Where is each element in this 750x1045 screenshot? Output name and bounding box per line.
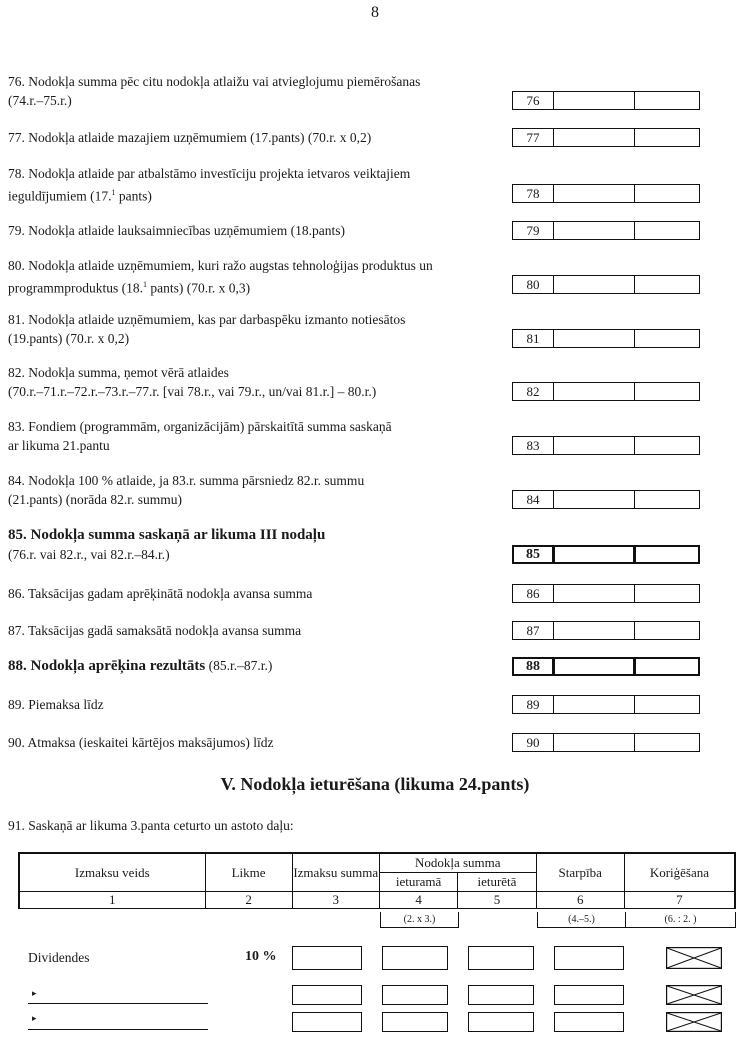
line-84-text: 84. Nodokļa 100 % atlaide, ja 83.r. summa pārsniedz 82.r. summu <box>8 473 365 488</box>
line-90-label <box>8 733 498 752</box>
line-83-value-input-2[interactable] <box>634 436 700 455</box>
line-87-label <box>8 621 498 640</box>
line-78-formula: ieguldījumiem (17.$^1$ pants) <box>8 188 152 204</box>
line-76-label <box>8 72 498 110</box>
header-korigesana: Koriģēšana <box>624 853 735 892</box>
line-81-code: 81 <box>512 329 554 348</box>
line-78-code: 78 <box>512 184 554 203</box>
line-86-value-input-2[interactable] <box>634 584 700 603</box>
line-80-text: 80. Nodokļa atlaide uzņēmumiem, kuri ražo augstas tehnoloģijas produktus un <box>8 258 433 273</box>
line-85-text: 85. Nodokļa summa saskaņā ar likuma III nodaļu <box>8 527 326 543</box>
row-2-ietureta-input[interactable] <box>468 985 534 1005</box>
line-82-value-input[interactable] <box>553 382 635 401</box>
line-84-value-input[interactable] <box>553 490 635 509</box>
header-izmaksu-summa: Izmaksu summa <box>292 853 379 892</box>
header-likme: Likme <box>205 853 292 892</box>
header-nodokla-summa: Nodokļa summa <box>379 853 536 873</box>
line-78-text: 78. Nodokļa atlaide par atbalstāmo investīciju projekta ietvaros veiktajiem <box>8 166 411 181</box>
line-82-code: 82 <box>512 382 554 401</box>
line-84-label <box>8 471 498 509</box>
line-83-formula: ar likuma 21.pantu <box>8 438 110 453</box>
line-88-code: 88 <box>512 657 554 676</box>
line-78-label <box>8 164 498 206</box>
line-81-value-input-2[interactable] <box>634 329 700 348</box>
line-81-text: 81. Nodokļa atlaide uzņēmumiem, kas par darbaspēku izmanto notiesātos <box>8 312 406 327</box>
line-83-text: 83. Fondiem (programmām, organizācijām) pārskaitītā summa saskaņā <box>8 419 392 434</box>
row-2-izmaksu-summa-input[interactable] <box>292 985 362 1005</box>
line-90-value-input-2[interactable] <box>634 733 700 752</box>
row-3-izmaksu-summa-input[interactable] <box>292 1012 362 1032</box>
line-88-value-input[interactable] <box>553 657 635 676</box>
row-3-starpiba-input[interactable] <box>554 1012 624 1032</box>
line-89-text: 89. Piemaksa līdz <box>8 697 104 712</box>
line-86-text: 86. Taksācijas gadam aprēķinātā nodokļa avansa summa <box>8 586 313 601</box>
line-81-label <box>8 310 498 348</box>
line-83-code: 83 <box>512 436 554 455</box>
row-3-label-line[interactable] <box>28 1029 208 1030</box>
line-86-label <box>8 584 498 603</box>
row-1-ietureta-input[interactable] <box>468 946 534 970</box>
row-2-ieturama-input[interactable] <box>382 985 448 1005</box>
section-intro: 91. Saskaņā ar likuma 3.panta ceturto un astoto daļu: <box>8 818 294 833</box>
line-77-code: 77 <box>512 128 554 147</box>
line-79-label <box>8 221 498 240</box>
line-79-value-input-2[interactable] <box>634 221 700 240</box>
row-1-izmaksu-summa-input[interactable] <box>292 946 362 970</box>
row-1-ieturama-input[interactable] <box>382 946 448 970</box>
line-80-label <box>8 256 498 298</box>
line-84-formula: (21.pants) (norāda 82.r. summu) <box>8 492 182 507</box>
row-3-ieturama-input[interactable] <box>382 1012 448 1032</box>
row-3-bullet-icon: ▸ <box>32 1013 37 1023</box>
line-90-code: 90 <box>512 733 554 752</box>
line-85-label <box>8 526 498 564</box>
row-3-ietureta-input[interactable] <box>468 1012 534 1032</box>
col-number-4: 4 <box>379 892 457 909</box>
header-ieturama: ieturamā <box>379 873 457 892</box>
line-82-formula: (70.r.–71.r.–72.r.–73.r.–77.r. [vai 78.r., vai 79.r., un/vai 81.r.] – 80.r.) <box>8 384 377 399</box>
line-79-text: 79. Nodokļa atlaide lauksaimniecības uzņēmumiem (18.pants) <box>8 223 346 238</box>
line-77-value-input[interactable] <box>553 128 635 147</box>
line-80-formula: programmproduktus (18.$^1$ pants) (70.r. x 0,3) <box>8 280 251 296</box>
row-1-rate: 10 % <box>245 949 277 964</box>
line-78-value-input[interactable] <box>553 184 635 203</box>
row-3-korigesana-crossed-box <box>666 1012 722 1032</box>
line-76-value-input[interactable] <box>553 91 635 110</box>
line-79-code: 79 <box>512 221 554 240</box>
line-87-value-input-2[interactable] <box>634 621 700 640</box>
line-83-value-input[interactable] <box>553 436 635 455</box>
formula-col-6: (4.–5.) <box>537 912 626 928</box>
line-90-value-input[interactable] <box>553 733 635 752</box>
page-number: 8 <box>371 4 379 21</box>
row-1-korigesana-crossed-box <box>666 947 722 969</box>
col-number-2: 2 <box>205 892 292 909</box>
withholding-table <box>18 852 736 909</box>
col-number-7: 7 <box>624 892 735 909</box>
line-88-value-input-2[interactable] <box>634 657 700 676</box>
col-number-3: 3 <box>292 892 379 909</box>
line-81-value-input[interactable] <box>553 329 635 348</box>
line-86-value-input[interactable] <box>553 584 635 603</box>
line-82-text: 82. Nodokļa summa, ņemot vērā atlaides <box>8 365 229 380</box>
section-title: V. Nodokļa ieturēšana (likuma 24.pants) <box>220 774 530 794</box>
line-85-code: 85 <box>512 545 554 564</box>
header-ietureta: ieturētā <box>458 873 536 892</box>
line-80-value-input-2[interactable] <box>634 275 700 294</box>
col-number-6: 6 <box>536 892 624 909</box>
line-85-value-input-2[interactable] <box>634 545 700 564</box>
line-77-text: 77. Nodokļa atlaide mazajiem uzņēmumiem (17.pants) (70.r. x 0,2) <box>8 130 372 145</box>
line-83-label <box>8 417 498 455</box>
line-87-text: 87. Taksācijas gadā samaksātā nodokļa avansa summa <box>8 623 302 638</box>
line-76-value-input-2[interactable] <box>634 91 700 110</box>
row-2-label-line[interactable] <box>28 1003 208 1004</box>
line-89-code: 89 <box>512 695 554 714</box>
formula-col-4: (2. x 3.) <box>380 912 459 928</box>
line-90-text: 90. Atmaksa (ieskaitei kārtējos maksājumos) līdz <box>8 735 274 750</box>
line-76-formula: (74.r.–75.r.) <box>8 93 72 108</box>
line-77-label <box>8 128 498 147</box>
line-78-value-input-2[interactable] <box>634 184 700 203</box>
line-89-value-input-2[interactable] <box>634 695 700 714</box>
line-89-label <box>8 695 498 714</box>
line-88-text: 88. Nodokļa aprēķina rezultāts (85.r.–87.r.) <box>8 658 273 674</box>
row-1-label: Dividendes <box>28 950 90 965</box>
row-1-starpiba-input[interactable] <box>554 946 624 970</box>
header-izmaksu-veids: Izmaksu veids <box>19 853 205 892</box>
col-number-1: 1 <box>19 892 205 909</box>
line-85-value-input[interactable] <box>553 545 635 564</box>
line-77-value-input-2[interactable] <box>634 128 700 147</box>
line-87-value-input[interactable] <box>553 621 635 640</box>
line-84-code: 84 <box>512 490 554 509</box>
line-81-formula: (19.pants) (70.r. x 0,2) <box>8 331 130 346</box>
col-number-5: 5 <box>458 892 536 909</box>
line-87-code: 87 <box>512 621 554 640</box>
line-88-label <box>8 656 498 676</box>
header-starpiba: Starpība <box>536 853 624 892</box>
line-80-code: 80 <box>512 275 554 294</box>
row-2-bullet-icon: ▸ <box>32 988 37 998</box>
line-82-label <box>8 363 498 401</box>
line-86-code: 86 <box>512 584 554 603</box>
formula-col-7: (6. : 2. ) <box>625 912 736 928</box>
line-89-value-input[interactable] <box>553 695 635 714</box>
line-76-code: 76 <box>512 91 554 110</box>
line-76-text: 76. Nodokļa summa pēc citu nodokļa atlaižu vai atvieglojumu piemērošanas <box>8 74 421 89</box>
row-2-starpiba-input[interactable] <box>554 985 624 1005</box>
line-84-value-input-2[interactable] <box>634 490 700 509</box>
line-85-formula: (76.r. vai 82.r., vai 82.r.–84.r.) <box>8 547 170 562</box>
line-82-value-input-2[interactable] <box>634 382 700 401</box>
line-79-value-input[interactable] <box>553 221 635 240</box>
line-80-value-input[interactable] <box>553 275 635 294</box>
row-2-korigesana-crossed-box <box>666 985 722 1005</box>
